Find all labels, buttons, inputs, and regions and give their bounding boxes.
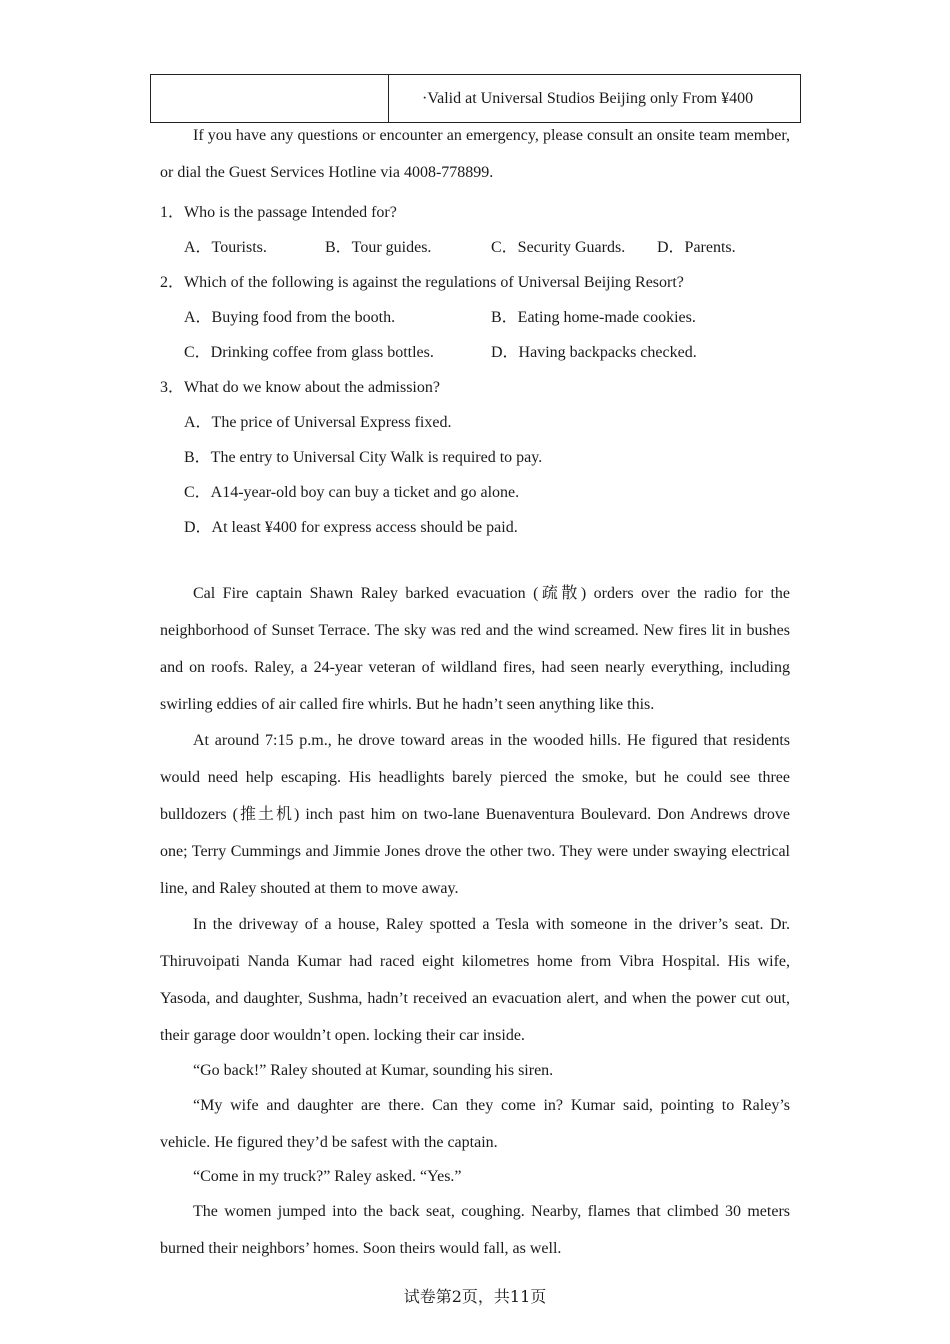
q3-option-a: A．The price of Universal Express fixed. xyxy=(184,414,452,431)
story-paragraph-7 xyxy=(160,1193,790,1267)
question-number: 3． xyxy=(160,379,185,396)
story-paragraph-2 xyxy=(160,722,790,907)
story-text: “My wife and daughter are there. Can they come in? Kumar said, pointing to Raley’s vehicle. He figured they’d be safest with the captain. xyxy=(160,1097,790,1151)
q2-option-d: D．Having backpacks checked. xyxy=(491,344,697,361)
table-cell-right: ·Valid at Universal Studios Beijing only From ¥400 xyxy=(389,75,801,123)
q3-option-c: C．A14-year-old boy can buy a ticket and go alone. xyxy=(184,484,520,501)
q1-option-b: B．Tour guides. xyxy=(325,239,432,256)
story-text: In the driveway of a house, Raley spotted a Tesla with someone in the driver’s seat. Dr. Thiruvoipati Nanda Kumar had raced eight kilometres home from Vibra Hospital. His wife, Yasoda, and daughter, Sushma, hadn’t received an evacuation alert, and when the power cut out, their garage door wouldn’t open. locking their car inside. xyxy=(160,916,790,1044)
story-paragraph-1 xyxy=(160,575,790,723)
q3-option-d: D．At least ¥400 for express access should be paid. xyxy=(184,519,518,536)
question-2 xyxy=(160,269,684,292)
q2-option-c: C．Drinking coffee from glass bottles. xyxy=(184,344,434,361)
table-row xyxy=(151,75,801,123)
q1-option-c: C．Security Guards. xyxy=(491,239,626,256)
question-text: Who is the passage Intended for? xyxy=(184,204,397,221)
story-text: At around 7:15 p.m., he drove toward areas in the wooded hills. He figured that residents would need help escaping. His headlights barely pierced the smoke, but he could see three bulldozers (推土机) inch past him on two-lane Buenaventura Boulevard. Don Andrews drove one; Terry Cummings and Jimmie Jones drove the other two. They were under swaying electrical line, and Raley shouted at them to move away. xyxy=(160,732,790,897)
question-text: Which of the following is against the regulations of Universal Beijing Resort? xyxy=(184,274,684,291)
story-paragraph-3 xyxy=(160,906,790,1054)
story-text: “Go back!” Raley shouted at Kumar, sounding his siren. xyxy=(193,1062,554,1079)
q2-option-a: A．Buying food from the booth. xyxy=(184,309,396,326)
story-paragraph-6 xyxy=(160,1158,790,1195)
story-text: “Come in my truck?” Raley asked. “Yes.” xyxy=(193,1168,462,1185)
story-paragraph-4 xyxy=(160,1052,790,1089)
q1-option-a: A．Tourists. xyxy=(184,239,267,256)
question-3 xyxy=(160,374,440,397)
question-number: 2． xyxy=(160,274,185,291)
question-text: What do we know about the admission? xyxy=(184,379,440,396)
question-number: 1． xyxy=(160,204,185,221)
table-cell-left xyxy=(151,75,389,123)
story-text: Cal Fire captain Shawn Raley barked evacuation (疏散) orders over the radio for the neighborhood of Sunset Terrace. The sky was red and the wind screamed. New fires lit in bushes and on roofs. Raley, a 24-year veteran of wildland fires, had seen nearly everything, including swirling eddies of air called fire whirls. But he hadn’t seen anything like this. xyxy=(160,585,790,713)
q3-option-b: B．The entry to Universal City Walk is required to pay. xyxy=(184,449,543,466)
intro-paragraph xyxy=(160,117,790,191)
story-text: The women jumped into the back seat, coughing. Nearby, flames that climbed 30 meters burned their neighbors’ homes. Soon theirs would fall, as well. xyxy=(160,1203,790,1257)
intro-text: If you have any questions or encounter an emergency, please consult an onsite team member, or dial the Guest Services Hotline via 4008-778899. xyxy=(160,127,790,181)
q1-option-d: D．Parents. xyxy=(657,239,736,256)
q2-option-b: B．Eating home-made cookies. xyxy=(491,309,696,326)
price-table xyxy=(150,74,801,123)
story-paragraph-5 xyxy=(160,1087,790,1161)
question-1 xyxy=(160,199,397,222)
page-footer: 试卷第2页，共11页 xyxy=(403,1287,547,1306)
